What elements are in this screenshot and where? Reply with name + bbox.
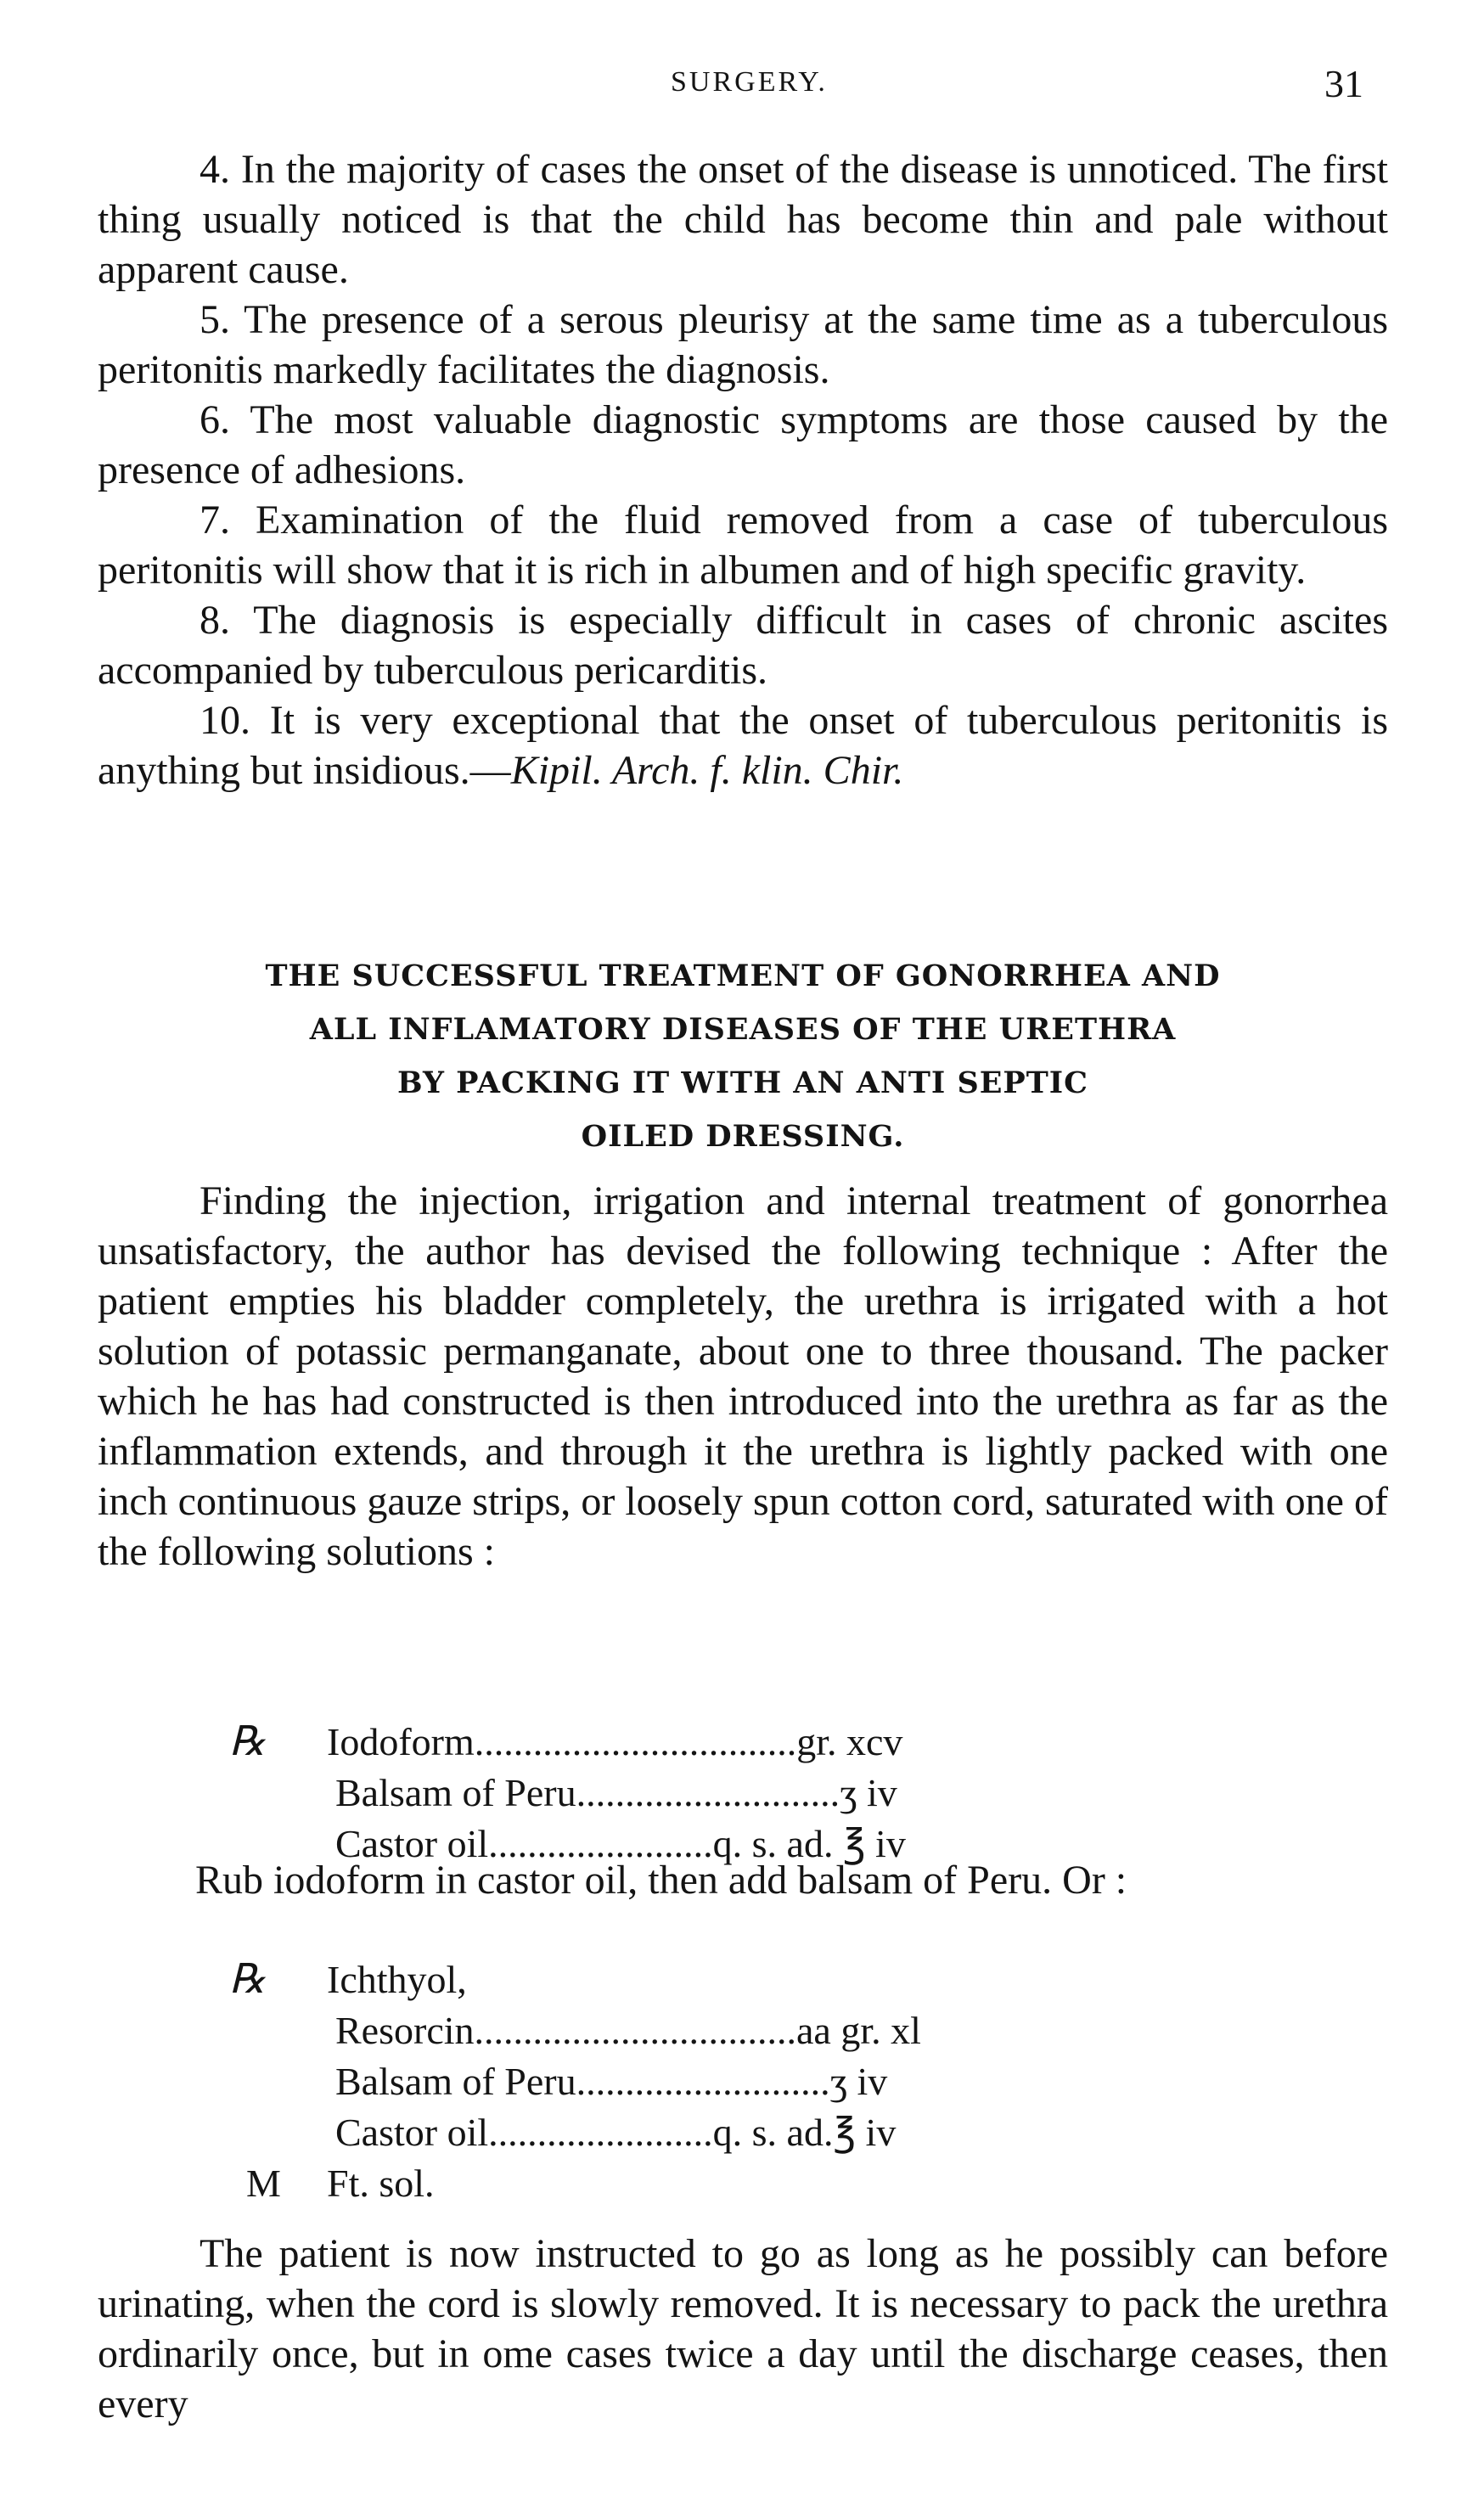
prescription-line: [229, 1768, 1290, 1819]
heading-line: OILED DRESSING.: [581, 1119, 905, 1154]
list-item: [98, 144, 1388, 295]
ingredient: Balsam of Peru..........................ʒ iv: [335, 2060, 888, 2103]
mix-instruction: Ft. sol.: [327, 2162, 435, 2205]
heading-line: ALL INFLAMATORY DISEASES OF THE URETHRA: [309, 1012, 1177, 1047]
paragraph-text: The patient is now instructed to go as long as he possibly can before urinating, when the cord is slowly removed. It is necessary to pack the urethra ordinarily once, but in ome cases twice a day until the discharge ceases, then every: [98, 2231, 1388, 2426]
heading-line: BY PACKING IT WITH AN ANTI SEPTIC: [397, 1065, 1088, 1100]
list-item: [98, 695, 1388, 796]
ingredient: Resorcin.................................aa gr. xl: [335, 2009, 921, 2052]
recipe-symbol: ℞: [229, 1957, 267, 2002]
list-item-text: The diagnosis is especially difficult in cases of chronic ascites accompanied by tuberculous pericarditis.: [98, 598, 1388, 693]
list-item-number: 10.: [200, 698, 250, 743]
list-item-number: 5.: [200, 297, 230, 342]
body-paragraph: [98, 1176, 1388, 1577]
numbered-list: [98, 144, 1388, 796]
list-item-number: 8.: [200, 598, 230, 643]
running-title: SURGERY.: [671, 66, 828, 98]
list-item-text: It is very exceptional that the onset of tuberculous peritonitis is anything but insidious.—: [98, 698, 1389, 793]
running-head: [0, 62, 1484, 109]
list-item-number: 7.: [200, 498, 230, 543]
ingredient: Castor oil.......................q. s. ad. ℥ iv: [335, 1822, 906, 1865]
prescription-line: [229, 2056, 1290, 2107]
list-item-text: In the majority of cases the onset of the disease is unnoticed. The first thing usually noticed is that the child has become thin and pale without apparent cause.: [98, 147, 1389, 292]
page-number: 31: [1324, 62, 1363, 105]
prescription-line: [229, 2158, 1290, 2209]
heading-line: THE SUCCESSFUL TREATMENT OF GONORRHEA AND: [265, 959, 1221, 993]
ingredient: Balsam of Peru...........................ʒ iv: [335, 1771, 897, 1814]
prescription-line: [229, 1954, 1290, 2005]
prescription-2: [229, 1954, 1290, 2209]
instruction-line: Rub iodoform in castor oil, then add balsam of Peru. Or :: [195, 1858, 1127, 1903]
list-item: [98, 495, 1388, 595]
list-item: [98, 395, 1388, 495]
ingredient: Castor oil.......................q. s. ad.℥ iv: [335, 2111, 897, 2154]
body-paragraph: [98, 2229, 1388, 2429]
list-item: [98, 595, 1388, 695]
mix-label: M: [246, 2162, 281, 2205]
list-item-text: Examination of the fluid removed from a case of tuberculous peritonitis will show that it is rich in albumen and of high specific gravity.: [98, 498, 1389, 593]
prescription-line: [229, 2107, 1290, 2158]
prescription-line: [229, 1717, 1290, 1768]
ingredient: Ichthyol,: [327, 1958, 467, 2001]
recipe-symbol: ℞: [229, 1719, 267, 1764]
section-heading: [98, 949, 1388, 1163]
list-item-text: The most valuable diagnostic symptoms are those caused by the presence of adhesions.: [98, 397, 1389, 492]
list-item: [98, 295, 1388, 395]
paragraph-text: Finding the injection, irrigation and internal treatment of gonorrhea unsatisfactory, the author has devised the following technique : After the patient empties his bladder completely, the urethra is irrigated with a hot solution of potassic permanganate, about one to three thousand. The packer which he has had constructed is then introduced into the urethra as far as the inflammation extends, and through it the urethra is lightly packed with one inch continuous gauze strips, or loosely spun cotton cord, saturated with one of the following solutions :: [98, 1178, 1388, 1574]
prescription-1: [229, 1717, 1290, 1869]
list-item-number: 4.: [200, 147, 230, 192]
ingredient: Iodoform.................................gr. xcv: [327, 1720, 903, 1763]
prescription-line: [229, 2005, 1290, 2056]
citation: Kipil. Arch. f. klin. Chir.: [510, 748, 904, 793]
list-item-number: 6.: [200, 397, 230, 442]
list-item-text: The presence of a serous pleurisy at the same time as a tuberculous peritonitis markedly facilitates the diagnosis.: [98, 297, 1388, 392]
